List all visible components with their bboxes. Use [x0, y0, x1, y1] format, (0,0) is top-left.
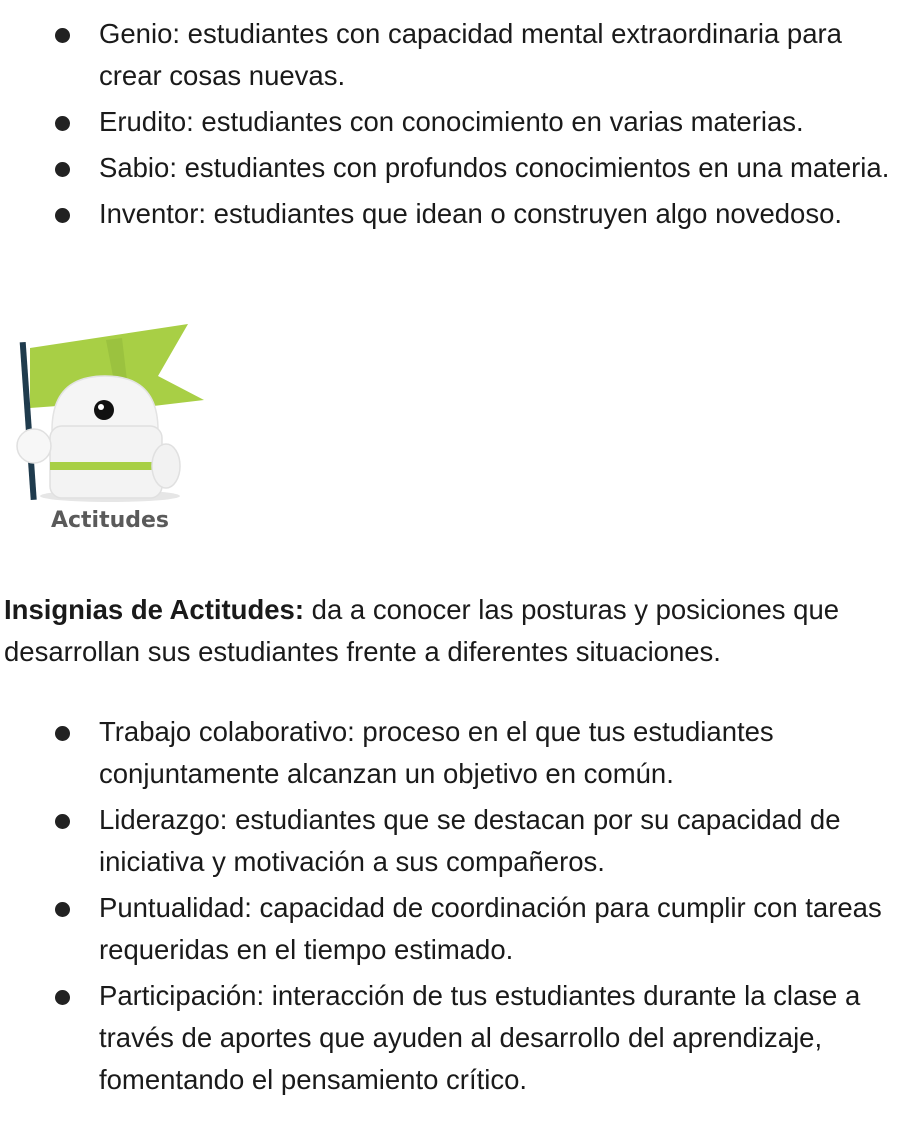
robot-flag-icon: [10, 318, 210, 508]
section-intro: [4, 589, 904, 673]
section-description: da a conocer las posturas y posiciones que desarrollan sus estudiantes frente a diferentes situaciones.: [4, 594, 840, 667]
list-item: Puntualidad: capacidad de coordinación para cumplir con tareas requeridas en el tiempo estimado.: [0, 887, 908, 971]
list-item: Inventor: estudiantes que idean o construyen algo novedoso.: [0, 193, 908, 235]
top-bullet-list: [0, 13, 908, 239]
actitudes-badge: [10, 318, 210, 544]
list-item: Trabajo colaborativo: proceso en el que tus estudiantes conjuntamente alcanzan un objetivo en común.: [0, 711, 908, 795]
section-title: Insignias de Actitudes:: [4, 594, 305, 625]
bottom-bullet-list: [0, 711, 908, 1105]
list-item: Participación: interacción de tus estudiantes durante la clase a través de aportes que ayuden al desarrollo del aprendizaje, fomentando el pensamiento crítico.: [0, 975, 908, 1101]
list-item: Sabio: estudiantes con profundos conocimientos en una materia.: [0, 147, 908, 189]
list-item: Erudito: estudiantes con conocimiento en varias materias.: [0, 101, 908, 143]
list-item: Liderazgo: estudiantes que se destacan por su capacidad de iniciativa y motivación a sus compañeros.: [0, 799, 908, 883]
badge-caption: Actitudes: [50, 508, 170, 533]
list-item: Genio: estudiantes con capacidad mental extraordinaria para crear cosas nuevas.: [0, 13, 908, 97]
